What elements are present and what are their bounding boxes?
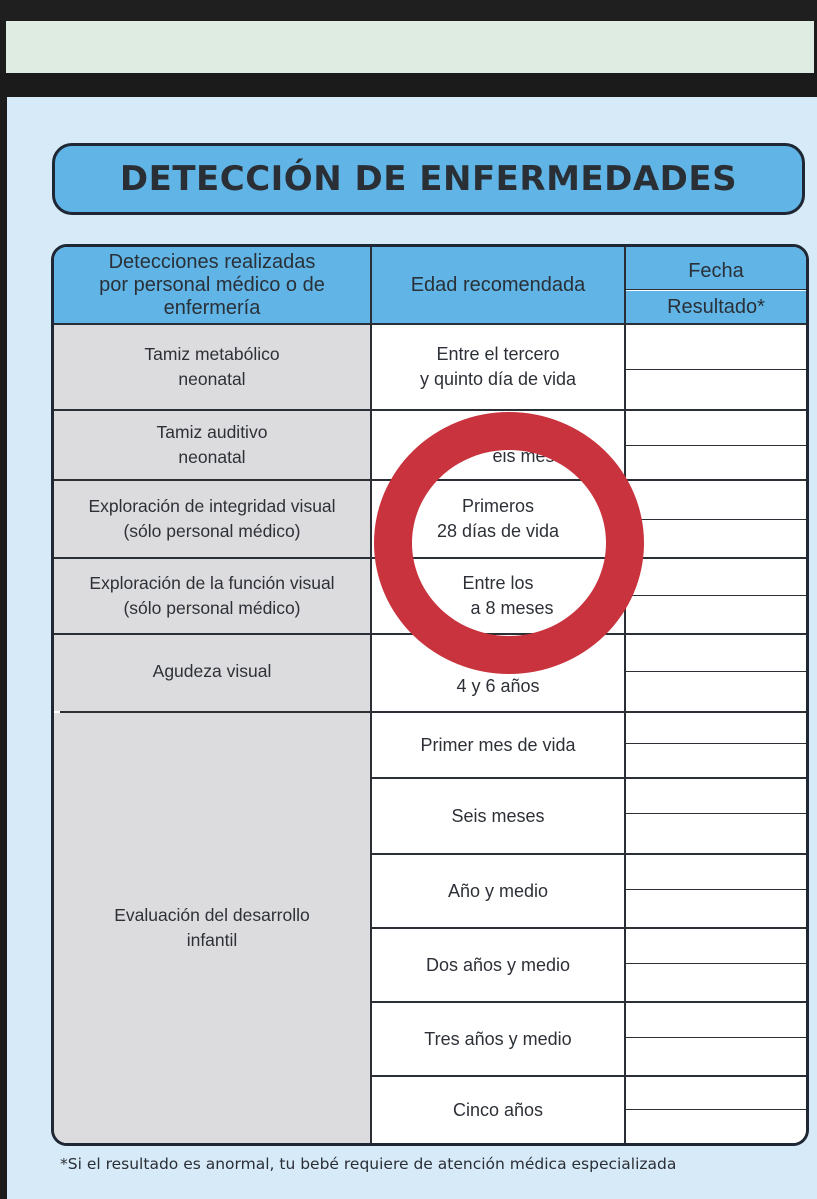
dev-divider-2: [372, 853, 806, 855]
row-5-detection-line1: Agudeza visual: [152, 661, 272, 681]
row-divider-1: [54, 409, 806, 411]
column-divider-2: [624, 247, 626, 1143]
date-line: [626, 595, 806, 596]
date-line: [626, 1109, 806, 1110]
header-detections-line1: Detecciones realizadas: [108, 250, 316, 273]
row-3-age-line2: 28 días de vida: [436, 521, 560, 541]
dark-band: [0, 73, 817, 97]
row-divider-5: [60, 711, 806, 713]
title-banner: [52, 143, 805, 215]
row-4-detection: [54, 559, 370, 633]
page-title: DETECCIÓN DE ENFERMEDADES: [119, 159, 738, 199]
date-result-column[interactable]: [626, 325, 806, 1143]
column-divider-1: [370, 247, 372, 1143]
row-3-detection-line1: Exploración de integridad visual: [88, 496, 336, 516]
header-divider: [54, 323, 806, 325]
dev-divider-5: [372, 1075, 806, 1077]
row-1-detection-line2: neonatal: [178, 369, 246, 389]
row-2-detection-line1: Tamiz auditivo: [156, 422, 268, 442]
top-bar: [0, 0, 817, 20]
green-band: [6, 21, 814, 73]
row-3-detection: [54, 481, 370, 557]
date-line: [626, 813, 806, 814]
development-detection-line1: Evaluación del desarrollo: [114, 905, 310, 925]
date-line: [626, 519, 806, 520]
development-age-3: Año y medio: [372, 855, 624, 927]
dev-divider-3: [372, 927, 806, 929]
date-line: [626, 963, 806, 964]
row-1-age-line1: Entre el tercero: [436, 344, 560, 364]
row-1-age-line2: y quinto día de vida: [419, 369, 577, 389]
date-line: [626, 671, 806, 672]
dev-divider-1: [372, 777, 806, 779]
header-result: Resultado*: [626, 291, 806, 323]
row-5-detection: [54, 635, 370, 711]
header-detections-line2: por personal médico o de: [99, 273, 325, 296]
development-age-6: Cinco años: [372, 1077, 624, 1143]
row-2-detection: [54, 411, 370, 479]
row-2-detection-line2: neonatal: [178, 447, 246, 467]
date-line: [626, 369, 806, 370]
date-line: [626, 1037, 806, 1038]
header-date: Fecha: [626, 247, 806, 289]
development-detection: [54, 713, 370, 1143]
development-age-1: Primer mes de vida: [372, 713, 624, 777]
dev-divider-4: [372, 1001, 806, 1003]
date-line: [626, 889, 806, 890]
row-1-detection: [54, 325, 370, 409]
footnote: *Si el resultado es anormal, tu bebé requiere de atención médica especializada: [60, 1155, 677, 1173]
header-age: Edad recomendada: [372, 247, 624, 323]
development-age-4: Dos años y medio: [372, 929, 624, 1001]
development-age-2: Seis meses: [372, 779, 624, 853]
row-1-age: [372, 325, 624, 409]
red-circle-annotation: [374, 412, 644, 674]
development-detection-line2: infantil: [186, 930, 238, 950]
row-4-age-line2: a 8 meses: [470, 598, 554, 618]
header-date-divider: [626, 289, 806, 290]
detection-table: [51, 244, 809, 1146]
header-detections-line3: enfermería: [163, 296, 261, 319]
header-detections: [54, 247, 370, 323]
row-2-age-line2: eis meses: [492, 446, 574, 466]
date-line: [626, 743, 806, 744]
row-4-age-line1: Entre los: [462, 573, 534, 593]
row-1-detection-line1: Tamiz metabólico: [144, 344, 280, 364]
row-4-detection-line2: (sólo personal médico): [123, 598, 301, 618]
row-5-age-line2: 4 y 6 años: [456, 676, 540, 696]
row-3-detection-line2: (sólo personal médico): [123, 521, 301, 541]
development-age-5: Tres años y medio: [372, 1003, 624, 1075]
date-line: [626, 445, 806, 446]
row-4-detection-line1: Exploración de la función visual: [89, 573, 335, 593]
row-3-age-line1: Primeros: [461, 496, 534, 516]
